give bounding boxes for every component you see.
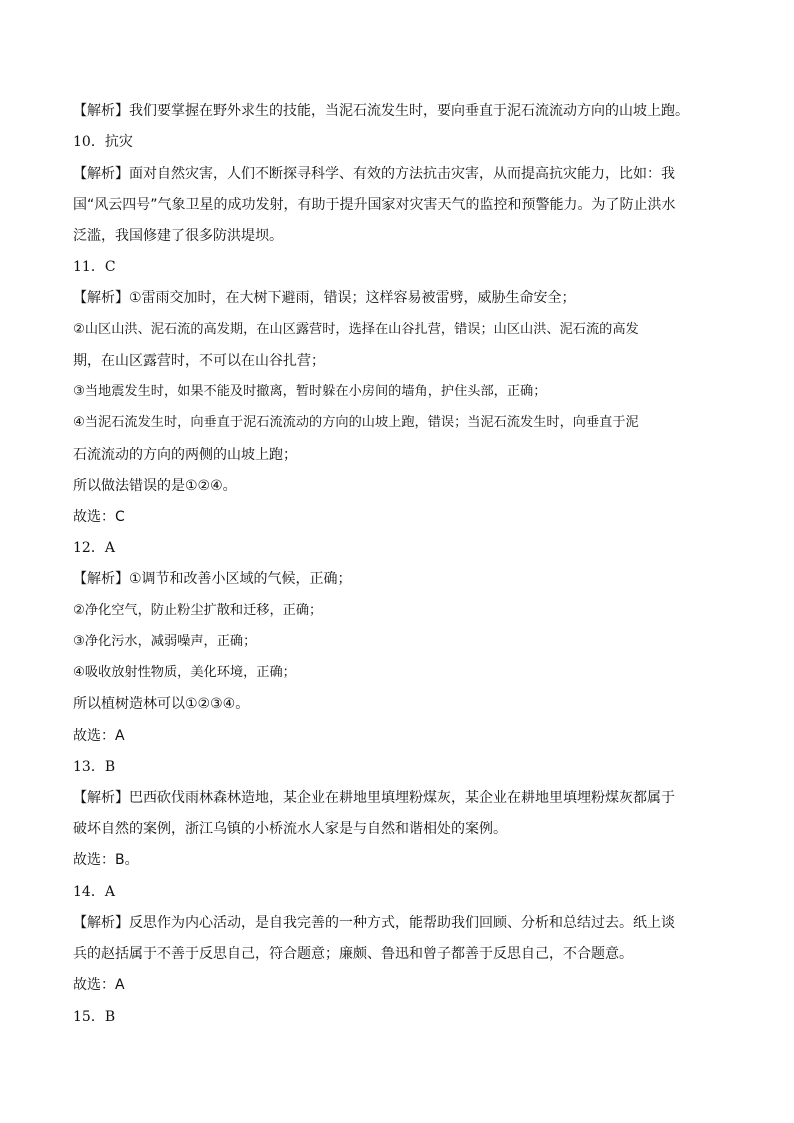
explanation-line: ④当泥石流发生时，向垂直于泥石流流动的方向的山坡上跑，错误；当泥石流发生时，向垂直于泥: [73, 415, 639, 430]
explanation-line: 兵的赵括属于不善于反思自己，符合题意；廉颇、鲁迅和曾子都善于反思自己，不合题意。: [73, 946, 633, 962]
answer-choice-line: 故选：A: [73, 977, 125, 993]
explanation-line: ③净化污水，减弱噪声，正确；: [73, 634, 257, 649]
answer-choice-line: 故选：C: [73, 509, 125, 525]
answer-line: 12．A: [73, 540, 115, 556]
answer-choice-line: 故选：B。: [73, 852, 139, 868]
explanation-line: 所以植树造林可以①②③④。: [73, 696, 250, 712]
explanation-line: ②山区山洪、泥石流的高发期，在山区露营时，选择在山谷扎营，错误；山区山洪、泥石流的高发: [73, 322, 639, 337]
explanation-line: 泛滥，我国修建了很多防洪堤坝。: [73, 228, 283, 244]
explanation-line: 【解析】①调节和改善小区域的气候，正确；: [73, 571, 352, 587]
explanation-line: 破坏自然的案例，浙江乌镇的小桥流水人家是与自然和谐相处的案例。: [73, 821, 507, 837]
answer-line: 11．C: [73, 259, 116, 275]
explanation-line: ④吸收放射性物质，美化环境，正确；: [73, 665, 296, 680]
answer-choice-line: 故选：A: [73, 728, 125, 744]
explanation-line: 所以做法错误的是①②④。: [73, 478, 237, 494]
answer-line: 14．A: [73, 884, 115, 900]
explanation-line: 石流流动的方向的两侧的山坡上跑；: [73, 447, 297, 463]
answer-line: 15．B: [73, 1009, 116, 1025]
explanation-line: 国“风云四号”气象卫星的成功发射，有助于提升国家对灾害天气的监控和预警能力。为了防止洪水: [73, 197, 676, 213]
explanation-line: 【解析】①雷雨交加时，在大树下避雨，错误；这样容易被雷劈，威胁生命安全；: [73, 290, 576, 306]
answer-line: 10．抗灾: [73, 134, 133, 150]
explanation-line: 期，在山区露营时，不可以在山谷扎营；: [73, 353, 325, 369]
explanation-line: 【解析】面对自然灾害，人们不断探寻科学、有效的方法抗击灾害，从而提高抗灾能力，比如：我: [73, 166, 675, 182]
explanation-line: ③当地震发生时，如果不能及时撤离，暂时躲在小房间的墙角，护住头部，正确；: [73, 384, 547, 399]
explanation-line: 【解析】反思作为内心活动，是自我完善的一种方式，能帮助我们回顾、分析和总结过去。纸上谈: [73, 915, 675, 931]
answer-line: 13．B: [73, 759, 116, 775]
explanation-line: 【解析】我们要掌握在野外求生的技能，当泥石流发生时，要向垂直于泥石流流动方向的山坡上跑。: [73, 103, 689, 119]
explanation-line: 【解析】巴西砍伐雨林森林造地，某企业在耕地里填埋粉煤灰，某企业在耕地里填埋粉煤灰都属于: [73, 790, 675, 806]
explanation-line: ②净化空气，防止粉尘扩散和迁移，正确；: [73, 603, 323, 618]
